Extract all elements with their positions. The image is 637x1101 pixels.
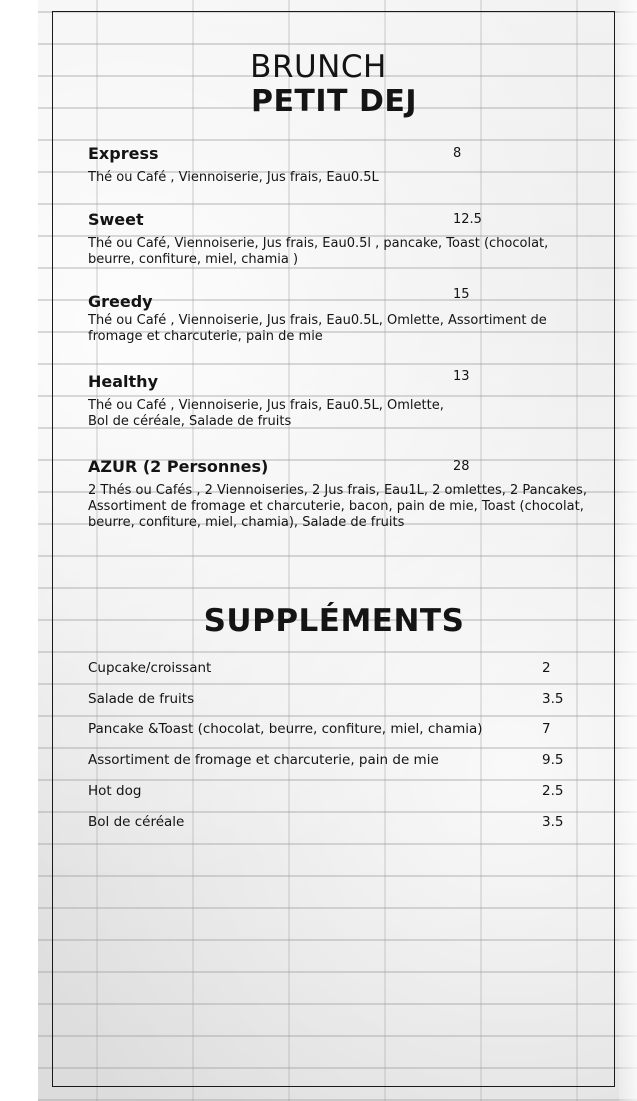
formule-name: Sweet xyxy=(88,210,144,229)
formule-greedy xyxy=(88,292,588,345)
supplements-title: SUPPLÉMENTS xyxy=(203,603,465,639)
supplement-price: 7 xyxy=(542,721,551,737)
left-margin xyxy=(0,0,38,1101)
supplement-row xyxy=(88,781,568,801)
formule-price: 28 xyxy=(453,459,470,474)
formule-description: 2 Thés ou Cafés , 2 Viennoiseries, 2 Jus frais, Eau1L, 2 omlettes, 2 Pancakes, Assortiment de fromage et charcuterie, bacon, pain de mie, Toast (chocolat, beurre, confiture, miel, chamia), Salade de fruits xyxy=(88,483,587,530)
formule-price: 12.5 xyxy=(453,212,482,227)
menu-title: BRUNCH xyxy=(250,49,387,85)
formule-price: 13 xyxy=(453,369,470,384)
supplement-row xyxy=(88,812,568,832)
formule-description: Thé ou Café, Viennoiserie, Jus frais, Eau0.5l , pancake, Toast (chocolat, beurre, confiture, miel, chamia ) xyxy=(88,236,549,267)
formule-price: 8 xyxy=(453,146,462,161)
formule-price: 15 xyxy=(453,287,470,302)
supplement-label: Hot dog xyxy=(88,783,142,799)
formule-name: Healthy xyxy=(88,372,158,391)
formule-name: AZUR (2 Personnes) xyxy=(88,457,269,476)
formule-name: Greedy xyxy=(88,292,153,311)
formule-healthy xyxy=(88,372,588,430)
formule-description: Thé ou Café , Viennoiserie, Jus frais, Eau0.5L, Omlette, Assortiment de fromage et charcuterie, pain de mie xyxy=(88,313,547,344)
formule-description: Thé ou Café , Viennoiserie, Jus frais, Eau0.5L, Omlette, Bol de céréale, Salade de fruits xyxy=(88,398,444,429)
supplement-label: Bol de céréale xyxy=(88,814,185,830)
right-margin xyxy=(619,0,637,1101)
formule-express xyxy=(88,144,588,186)
supplement-row xyxy=(88,750,568,770)
supplement-row xyxy=(88,658,568,678)
supplement-price: 2.5 xyxy=(542,783,564,799)
supplement-price: 2 xyxy=(542,660,551,676)
formule-azur xyxy=(88,457,588,531)
supplement-label: Pancake &Toast (chocolat, beurre, confiture, miel, chamia) xyxy=(88,721,483,737)
supplement-label: Cupcake/croissant xyxy=(88,660,212,676)
supplement-row xyxy=(88,689,568,709)
supplement-label: Salade de fruits xyxy=(88,691,195,707)
formule-sweet xyxy=(88,210,588,268)
supplement-row xyxy=(88,719,568,739)
supplement-price: 3.5 xyxy=(542,691,564,707)
supplement-price: 3.5 xyxy=(542,814,564,830)
menu-subtitle: PETIT DEJ xyxy=(250,84,418,119)
supplement-label: Assortiment de fromage et charcuterie, pain de mie xyxy=(88,752,439,768)
formule-description: Thé ou Café , Viennoiserie, Jus frais, Eau0.5L xyxy=(88,170,379,185)
formule-name: Express xyxy=(88,144,159,163)
supplement-price: 9.5 xyxy=(542,752,564,768)
